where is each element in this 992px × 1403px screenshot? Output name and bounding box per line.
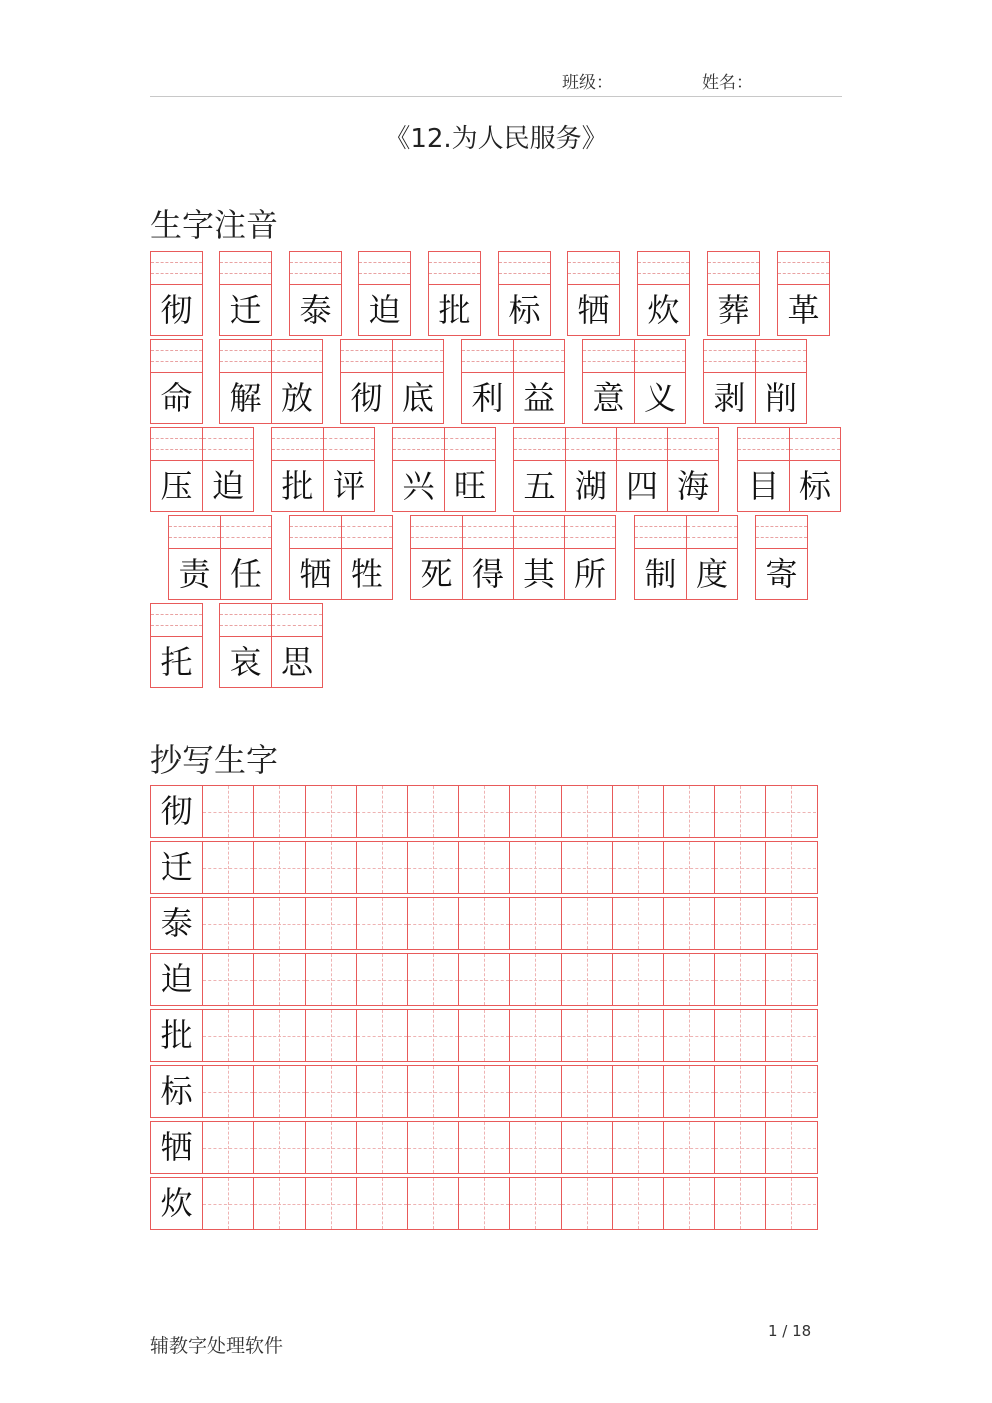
copy-practice-cell[interactable] xyxy=(765,954,816,1005)
pinyin-blank[interactable] xyxy=(221,516,271,549)
hanzi-character: 目 xyxy=(747,467,780,505)
copy-practice-cell[interactable] xyxy=(561,1066,612,1117)
pinyin-group xyxy=(707,251,760,336)
pinyin-cell[interactable] xyxy=(429,252,480,335)
hanzi-character: 寄 xyxy=(765,555,798,593)
copy-practice-cell[interactable] xyxy=(407,786,458,837)
hanzi-character: 压 xyxy=(160,467,193,505)
copy-row xyxy=(150,841,818,894)
copy-practice-cell[interactable] xyxy=(561,954,612,1005)
copy-practice-cell[interactable] xyxy=(714,1122,765,1173)
copy-practice-cell[interactable] xyxy=(305,1010,356,1061)
copy-practice-cell[interactable] xyxy=(612,786,663,837)
copy-practice-cell[interactable] xyxy=(407,842,458,893)
hanzi-character: 义 xyxy=(643,379,676,417)
hanzi-character: 意 xyxy=(592,379,625,417)
copy-practice-cell[interactable] xyxy=(458,786,509,837)
pinyin-blank[interactable] xyxy=(272,340,322,373)
copy-practice-cell[interactable] xyxy=(202,842,253,893)
pinyin-group xyxy=(150,251,203,336)
copy-practice-cell[interactable] xyxy=(305,954,356,1005)
copy-practice-cell[interactable] xyxy=(663,898,714,949)
copy-practice-cell[interactable] xyxy=(253,1122,304,1173)
copy-practice-cell[interactable] xyxy=(714,786,765,837)
copy-practice-cell[interactable] xyxy=(612,1178,663,1229)
pinyin-cell[interactable] xyxy=(271,340,322,423)
pinyin-blank[interactable] xyxy=(290,252,341,285)
pinyin-blank[interactable] xyxy=(220,340,271,373)
pinyin-blank[interactable] xyxy=(342,516,392,549)
pinyin-group xyxy=(219,251,272,336)
pinyin-cell[interactable] xyxy=(392,340,443,423)
pinyin-blank[interactable] xyxy=(565,516,615,549)
hanzi-character: 四 xyxy=(625,467,658,505)
copy-practice-cell[interactable] xyxy=(561,898,612,949)
hanzi-character: 托 xyxy=(160,643,193,681)
pinyin-group xyxy=(392,427,496,512)
hanzi-character: 放 xyxy=(280,379,313,417)
pinyin-blank[interactable] xyxy=(463,516,513,549)
copy-practice-cell[interactable] xyxy=(458,1010,509,1061)
copy-practice-cell[interactable] xyxy=(663,954,714,1005)
copy-practice-cell[interactable] xyxy=(356,898,407,949)
page-title: 《12.为人民服务》 xyxy=(384,124,608,154)
copy-model-cell xyxy=(151,1066,202,1117)
copy-practice-cell[interactable] xyxy=(765,1122,816,1173)
copy-practice-cell[interactable] xyxy=(612,842,663,893)
copy-model-cell xyxy=(151,954,202,1005)
copy-practice-cell[interactable] xyxy=(612,1122,663,1173)
pinyin-cell[interactable] xyxy=(738,428,789,511)
hanzi-character: 其 xyxy=(522,555,555,593)
pinyin-cell[interactable] xyxy=(686,516,737,599)
pinyin-group xyxy=(150,339,203,424)
copy-practice-cell[interactable] xyxy=(561,1010,612,1061)
copy-practice-cell[interactable] xyxy=(356,1122,407,1173)
hanzi-character: 海 xyxy=(676,467,709,505)
pinyin-blank[interactable] xyxy=(790,428,840,461)
copy-practice-cell[interactable] xyxy=(509,898,560,949)
pinyin-blank[interactable] xyxy=(514,428,565,461)
pinyin-cell[interactable] xyxy=(789,428,840,511)
copy-row xyxy=(150,785,818,838)
pinyin-group xyxy=(150,603,203,688)
copy-practice-cell[interactable] xyxy=(305,786,356,837)
hanzi-character: 任 xyxy=(229,555,262,593)
copy-practice-cell[interactable] xyxy=(407,954,458,1005)
pinyin-cell[interactable] xyxy=(708,252,759,335)
copy-practice-cell[interactable] xyxy=(561,1178,612,1229)
copy-practice-cell[interactable] xyxy=(714,954,765,1005)
hanzi-character: 所 xyxy=(573,555,606,593)
pinyin-blank[interactable] xyxy=(272,428,323,461)
pinyin-blank[interactable] xyxy=(514,516,564,549)
copy-practice-cell[interactable] xyxy=(765,842,816,893)
copy-practice-cell[interactable] xyxy=(253,1010,304,1061)
hanzi-character: 得 xyxy=(471,555,504,593)
hanzi-character: 迁 xyxy=(229,291,262,329)
hanzi-character: 牲 xyxy=(350,555,383,593)
hanzi-character: 炊 xyxy=(647,291,680,329)
copy-model-cell xyxy=(151,1122,202,1173)
hanzi-character: 迫 xyxy=(211,467,244,505)
hanzi-character: 泰 xyxy=(299,291,332,329)
hanzi-character: 标 xyxy=(508,291,541,329)
pinyin-blank[interactable] xyxy=(635,516,686,549)
pinyin-cell[interactable] xyxy=(290,252,341,335)
hanzi-character: 死 xyxy=(420,555,453,593)
pinyin-blank[interactable] xyxy=(756,340,806,373)
pinyin-group xyxy=(513,427,719,512)
copy-practice-cell[interactable] xyxy=(305,1122,356,1173)
copy-practice-cell[interactable] xyxy=(458,842,509,893)
hanzi-character: 牺 xyxy=(299,555,332,593)
pinyin-blank[interactable] xyxy=(151,252,202,285)
hanzi-character: 削 xyxy=(764,379,797,417)
copy-practice-cell[interactable] xyxy=(663,786,714,837)
hanzi-character: 底 xyxy=(401,379,434,417)
copy-practice-cell[interactable] xyxy=(765,1178,816,1229)
pinyin-group xyxy=(289,251,342,336)
pinyin-group xyxy=(777,251,830,336)
copy-practice-cell[interactable] xyxy=(202,898,253,949)
copy-practice-cell[interactable] xyxy=(509,954,560,1005)
pinyin-cell[interactable] xyxy=(220,252,271,335)
copy-practice-cell[interactable] xyxy=(509,1010,560,1061)
pinyin-blank[interactable] xyxy=(151,428,202,461)
pinyin-cell[interactable] xyxy=(513,516,564,599)
pinyin-cell[interactable] xyxy=(290,516,341,599)
copy-practice-cell[interactable] xyxy=(407,1122,458,1173)
copy-practice-cell[interactable] xyxy=(714,1010,765,1061)
pinyin-cell[interactable] xyxy=(341,516,392,599)
pinyin-cell[interactable] xyxy=(756,516,807,599)
pinyin-cell[interactable] xyxy=(444,428,495,511)
hanzi-character: 制 xyxy=(644,555,677,593)
model-character: 炊 xyxy=(160,1184,193,1222)
hanzi-character: 标 xyxy=(798,467,831,505)
copy-practice-cell[interactable] xyxy=(253,898,304,949)
pinyin-group xyxy=(340,339,444,424)
copy-practice-cell[interactable] xyxy=(612,1010,663,1061)
section-heading-copy: 抄写生字 xyxy=(150,741,279,779)
copy-practice-cell[interactable] xyxy=(663,1178,714,1229)
copy-practice-cell[interactable] xyxy=(253,786,304,837)
pinyin-blank[interactable] xyxy=(635,340,685,373)
pinyin-group xyxy=(498,251,551,336)
copy-row xyxy=(150,1121,818,1174)
copy-practice-cell[interactable] xyxy=(612,954,663,1005)
footer-software: 辅教字处理软件 xyxy=(150,1335,284,1357)
copy-practice-cell[interactable] xyxy=(612,1066,663,1117)
copy-practice-cell[interactable] xyxy=(663,1010,714,1061)
pinyin-blank[interactable] xyxy=(668,428,718,461)
hanzi-character: 评 xyxy=(332,467,365,505)
pinyin-cell[interactable] xyxy=(634,340,685,423)
pinyin-cell[interactable] xyxy=(635,516,686,599)
pinyin-group xyxy=(168,515,272,600)
pinyin-cell[interactable] xyxy=(499,252,550,335)
pinyin-cell[interactable] xyxy=(568,252,619,335)
copy-practice-cell[interactable] xyxy=(458,954,509,1005)
copy-row xyxy=(150,953,818,1006)
copy-practice-cell[interactable] xyxy=(253,1066,304,1117)
hanzi-character: 牺 xyxy=(577,291,610,329)
pinyin-group xyxy=(289,515,393,600)
pinyin-group xyxy=(358,251,411,336)
pinyin-group xyxy=(703,339,807,424)
pinyin-cell[interactable] xyxy=(359,252,410,335)
pinyin-blank[interactable] xyxy=(393,340,443,373)
pinyin-blank[interactable] xyxy=(462,340,513,373)
copy-model-cell xyxy=(151,786,202,837)
copy-practice-cell[interactable] xyxy=(458,898,509,949)
pinyin-group xyxy=(567,251,620,336)
pinyin-cell[interactable] xyxy=(151,340,202,423)
copy-practice-cell[interactable] xyxy=(509,786,560,837)
pinyin-cell[interactable] xyxy=(341,340,392,423)
model-character: 彻 xyxy=(160,792,193,830)
copy-practice-cell[interactable] xyxy=(305,1178,356,1229)
hanzi-character: 思 xyxy=(280,643,313,681)
hanzi-character: 彻 xyxy=(160,291,193,329)
pinyin-group xyxy=(582,339,686,424)
copy-practice-cell[interactable] xyxy=(714,1178,765,1229)
pinyin-group xyxy=(461,339,565,424)
copy-practice-cell[interactable] xyxy=(663,842,714,893)
hanzi-character: 葬 xyxy=(717,291,750,329)
pinyin-cell[interactable] xyxy=(323,428,374,511)
hanzi-character: 命 xyxy=(160,379,193,417)
copy-practice-cell[interactable] xyxy=(407,1178,458,1229)
pinyin-group xyxy=(428,251,481,336)
pinyin-cell[interactable] xyxy=(704,340,755,423)
copy-practice-cell[interactable] xyxy=(356,842,407,893)
copy-practice-cell[interactable] xyxy=(305,1066,356,1117)
copy-practice-cell[interactable] xyxy=(561,1122,612,1173)
pinyin-cell[interactable] xyxy=(638,252,689,335)
copy-practice-cell[interactable] xyxy=(407,1010,458,1061)
pinyin-group xyxy=(410,515,616,600)
hanzi-character: 五 xyxy=(523,467,556,505)
copy-practice-cell[interactable] xyxy=(458,1178,509,1229)
pinyin-blank[interactable] xyxy=(566,428,616,461)
model-character: 泰 xyxy=(160,904,193,942)
pinyin-cell[interactable] xyxy=(271,604,322,687)
pinyin-blank[interactable] xyxy=(778,252,829,285)
header-divider xyxy=(150,96,842,97)
pinyin-blank[interactable] xyxy=(324,428,374,461)
pinyin-blank[interactable] xyxy=(151,604,202,637)
pinyin-cell[interactable] xyxy=(667,428,718,511)
copy-model-cell xyxy=(151,842,202,893)
copy-practice-cell[interactable] xyxy=(202,1122,253,1173)
pinyin-group xyxy=(737,427,841,512)
copy-practice-cell[interactable] xyxy=(356,1066,407,1117)
hanzi-character: 责 xyxy=(178,555,211,593)
copy-practice-cell[interactable] xyxy=(612,898,663,949)
pinyin-cell[interactable] xyxy=(220,340,271,423)
hanzi-character: 旺 xyxy=(453,467,486,505)
copy-practice-cell[interactable] xyxy=(765,786,816,837)
pinyin-cell[interactable] xyxy=(755,340,806,423)
model-character: 牺 xyxy=(160,1128,193,1166)
copy-practice-cell[interactable] xyxy=(509,1066,560,1117)
pinyin-cell[interactable] xyxy=(583,340,634,423)
pinyin-cell[interactable] xyxy=(393,428,444,511)
copy-practice-cell[interactable] xyxy=(202,786,253,837)
pinyin-group xyxy=(150,427,254,512)
copy-practice-cell[interactable] xyxy=(458,1066,509,1117)
pinyin-blank[interactable] xyxy=(359,252,410,285)
copy-practice-cell[interactable] xyxy=(765,1066,816,1117)
copy-practice-cell[interactable] xyxy=(663,1122,714,1173)
pinyin-blank[interactable] xyxy=(514,340,564,373)
pinyin-blank[interactable] xyxy=(708,252,759,285)
copy-practice-cell[interactable] xyxy=(714,842,765,893)
copy-practice-cell[interactable] xyxy=(253,1178,304,1229)
pinyin-blank[interactable] xyxy=(272,604,322,637)
model-character: 迫 xyxy=(160,960,193,998)
pinyin-blank[interactable] xyxy=(411,516,462,549)
pinyin-blank[interactable] xyxy=(290,516,341,549)
pinyin-group xyxy=(634,515,738,600)
pinyin-blank[interactable] xyxy=(583,340,634,373)
copy-practice-cell[interactable] xyxy=(356,1010,407,1061)
hanzi-character: 批 xyxy=(281,467,314,505)
pinyin-group xyxy=(219,603,323,688)
pinyin-blank[interactable] xyxy=(341,340,392,373)
copy-practice-cell[interactable] xyxy=(356,1178,407,1229)
class-label: 班级： xyxy=(562,73,613,93)
copy-practice-cell[interactable] xyxy=(202,954,253,1005)
pinyin-cell[interactable] xyxy=(220,516,271,599)
pinyin-blank[interactable] xyxy=(499,252,550,285)
pinyin-cell[interactable] xyxy=(411,516,462,599)
pinyin-blank[interactable] xyxy=(704,340,755,373)
copy-practice-cell[interactable] xyxy=(509,842,560,893)
pinyin-group xyxy=(637,251,690,336)
pinyin-blank[interactable] xyxy=(687,516,737,549)
pinyin-cell[interactable] xyxy=(272,428,323,511)
name-label: 姓名： xyxy=(702,73,753,93)
copy-practice-cell[interactable] xyxy=(305,898,356,949)
pinyin-blank[interactable] xyxy=(738,428,789,461)
pinyin-cell[interactable] xyxy=(778,252,829,335)
copy-practice-cell[interactable] xyxy=(714,1066,765,1117)
pinyin-group xyxy=(755,515,808,600)
copy-practice-cell[interactable] xyxy=(714,898,765,949)
pinyin-blank[interactable] xyxy=(220,604,271,637)
copy-practice-cell[interactable] xyxy=(765,898,816,949)
pinyin-cell[interactable] xyxy=(151,604,202,687)
pinyin-blank[interactable] xyxy=(445,428,495,461)
pinyin-cell[interactable] xyxy=(220,604,271,687)
copy-practice-cell[interactable] xyxy=(356,786,407,837)
copy-row xyxy=(150,1177,818,1230)
pinyin-blank[interactable] xyxy=(756,516,807,549)
pinyin-cell[interactable] xyxy=(202,428,253,511)
copy-practice-cell[interactable] xyxy=(356,954,407,1005)
pinyin-cell[interactable] xyxy=(169,516,220,599)
copy-practice-cell[interactable] xyxy=(509,1178,560,1229)
hanzi-character: 度 xyxy=(695,555,728,593)
copy-model-cell xyxy=(151,1178,202,1229)
section-heading-pinyin: 生字注音 xyxy=(150,206,279,244)
copy-practice-cell[interactable] xyxy=(305,842,356,893)
pinyin-cell[interactable] xyxy=(151,252,202,335)
pinyin-blank[interactable] xyxy=(151,340,202,373)
hanzi-character: 湖 xyxy=(574,467,607,505)
copy-model-cell xyxy=(151,898,202,949)
copy-practice-cell[interactable] xyxy=(458,1122,509,1173)
hanzi-character: 利 xyxy=(471,379,504,417)
hanzi-character: 迫 xyxy=(368,291,401,329)
copy-practice-cell[interactable] xyxy=(509,1122,560,1173)
copy-practice-cell[interactable] xyxy=(765,1010,816,1061)
model-character: 批 xyxy=(160,1016,193,1054)
copy-model-cell xyxy=(151,1010,202,1061)
page-number: 1 / 18 xyxy=(768,1322,812,1340)
copy-practice-cell[interactable] xyxy=(202,1010,253,1061)
copy-row xyxy=(150,1009,818,1062)
copy-practice-cell[interactable] xyxy=(561,842,612,893)
pinyin-cell[interactable] xyxy=(616,428,667,511)
pinyin-cell[interactable] xyxy=(151,428,202,511)
hanzi-character: 哀 xyxy=(229,643,262,681)
hanzi-character: 剥 xyxy=(713,379,746,417)
copy-practice-cell[interactable] xyxy=(253,842,304,893)
copy-practice-cell[interactable] xyxy=(253,954,304,1005)
pinyin-cell[interactable] xyxy=(565,428,616,511)
copy-practice-cell[interactable] xyxy=(407,898,458,949)
hanzi-character: 批 xyxy=(438,291,471,329)
copy-practice-cell[interactable] xyxy=(202,1178,253,1229)
pinyin-cell[interactable] xyxy=(564,516,615,599)
pinyin-blank[interactable] xyxy=(393,428,444,461)
hanzi-character: 解 xyxy=(229,379,262,417)
copy-row xyxy=(150,1065,818,1118)
copy-practice-cell[interactable] xyxy=(407,1066,458,1117)
pinyin-cell[interactable] xyxy=(513,340,564,423)
pinyin-cell[interactable] xyxy=(514,428,565,511)
copy-practice-cell[interactable] xyxy=(663,1066,714,1117)
pinyin-group xyxy=(271,427,375,512)
model-character: 迁 xyxy=(160,848,193,886)
copy-practice-cell[interactable] xyxy=(202,1066,253,1117)
copy-practice-cell[interactable] xyxy=(561,786,612,837)
hanzi-character: 革 xyxy=(787,291,820,329)
hanzi-character: 兴 xyxy=(402,467,435,505)
pinyin-blank[interactable] xyxy=(429,252,480,285)
hanzi-character: 彻 xyxy=(350,379,383,417)
pinyin-cell[interactable] xyxy=(462,516,513,599)
pinyin-blank[interactable] xyxy=(169,516,220,549)
pinyin-blank[interactable] xyxy=(617,428,667,461)
hanzi-character: 益 xyxy=(522,379,555,417)
pinyin-group xyxy=(219,339,323,424)
pinyin-blank[interactable] xyxy=(220,252,271,285)
model-character: 标 xyxy=(160,1072,193,1110)
pinyin-blank[interactable] xyxy=(203,428,253,461)
copy-row xyxy=(150,897,818,950)
pinyin-cell[interactable] xyxy=(462,340,513,423)
pinyin-blank[interactable] xyxy=(638,252,689,285)
pinyin-blank[interactable] xyxy=(568,252,619,285)
